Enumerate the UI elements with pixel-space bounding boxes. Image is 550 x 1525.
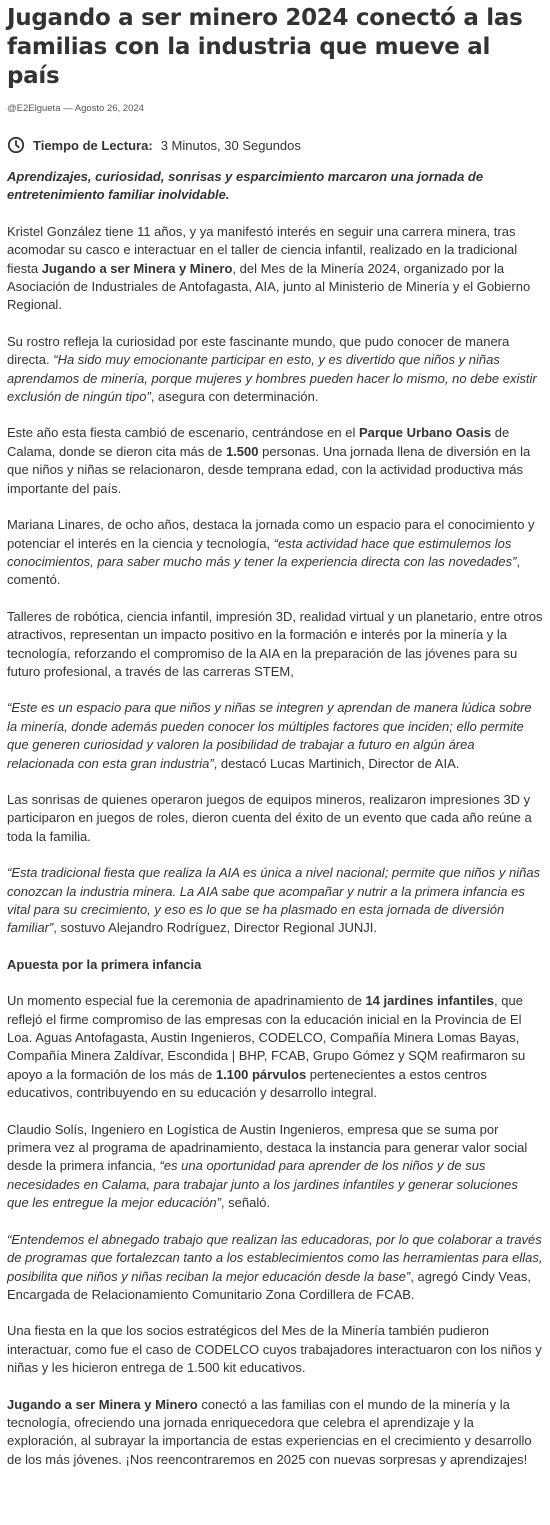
clock-icon: [7, 136, 25, 154]
paragraph-5: Talleres de robótica, ciencia infantil, impresión 3D, realidad virtual y un planetario, entre otros atractivos, representan un impacto positivo en la formación e interés por la minería y la tecnología, reforzando el compromiso de la AIA en la preparación de las jóvenes para su futuro profesional, a través de las carreras STEM,: [7, 608, 543, 679]
quote-paragraph-6: “Este es un espacio para que niños y niñas se integren y aprendan de manera lúdica sobre la minería, donde además pueden conocer los múltiples factores que inciden; ello permite que generen curiosidad y valoren la posibilidad de trabajar a futuro en algún área relacionada con esta gran industria”, destacó Lucas Martinich, Director de AIA.: [7, 700, 532, 771]
article-title: Jugando a ser minero 2024 conectó a las familias con la industria que mueve al país: [7, 5, 523, 89]
reading-time: [7, 134, 543, 156]
paragraph-12: Una fiesta en la que los socios estratégicos del Mes de la Minería también pudieron interactuar, como fue el caso de CODELCO cuyos trabajadores interactuaron con los niños y niñas y les hicieron entrega de 1.500 kit educativos.: [7, 1323, 542, 1376]
quote-paragraph-8: “Esta tradicional fiesta que realiza la AIA es única a nivel nacional; permite que niños y niñas conozcan la industria minera. La AIA sabe que acompañar y nutrir a la primera infancia es vital para su crecimiento, y eso es lo que se ha plasmado en esta jornada de diversión familiar”, sostuvo Alejandro Rodríguez, Director Regional JUNJI.: [7, 865, 541, 936]
lead-paragraph: Aprendizajes, curiosidad, sonrisas y esparcimiento marcaron una jornada de entretenimiento familiar inolvidable.: [7, 169, 484, 203]
publish-date: Agosto 26, 2024: [74, 103, 144, 114]
section-heading: Apuesta por la primera infancia: [7, 956, 202, 972]
reading-label: Tiempo de Lectura:: [33, 137, 153, 153]
meta-separator: —: [63, 103, 73, 114]
paragraph-7: Las sonrisas de quienes operaron juegos de equipos mineros, realizaron impresiones 3D y participaron en juegos de roles, dieron cuenta del éxito de un evento que cada año reúne a toda la familia.: [7, 791, 532, 844]
quote-paragraph-11: “Entendemos el abnegado trabajo que realizan las educadoras, por lo que colaborar a través de programas que fortalezcan tanto a los establecimientos como las herramientas para ellas, posibilita que niños y niñas reciban la mejor educación desde la base”, agregó Cindy Veas, Encargada de Relacionamiento Comunitario Zona Cordillera de FCAB.: [7, 1231, 543, 1302]
reading-value: 3 Minutos, 30 Segundos: [160, 137, 301, 153]
article-meta: [7, 103, 543, 117]
paragraph-4: Mariana Linares, de ocho años, destaca la jornada como un espacio para el conocimiento y potenciar el interés en la ciencia y tecnología, “esta actividad hace que estimulemos los conocimientos, para saber mucho más y tener la experiencia directa con las novedades”, comentó.: [7, 517, 535, 588]
paragraph-2: Su rostro refleja la curiosidad por este fascinante mundo, que pudo conocer de manera directa. “Ha sido muy emocionante participar en esto, y es divertido que niños y niñas aprendamos de minería, porque mujeres y hombres pueden hacer lo mismo, no debe existir exclusión de ningún tipo”, asegura con determinación.: [7, 333, 537, 405]
paragraph-3: Este año esta fiesta cambió de escenario, centrándose en el Parque Urbano Oasis de Calama, donde se dieron cita más de 1.500 personas. Una jornada llena de diversión en la que niños y niñas se relacionaron, desde temprana edad, con la actividad productiva más importante del país.: [7, 425, 531, 496]
paragraph-10: Claudio Solís, Ingeniero en Logística de Austin Ingenieros, empresa que se suma por primera vez al programa de apadrinamiento, destaca la instancia para generar valor social desde la primera infancia, “es una oportunidad para aprender de los niños y de sus necesidades en Calama, para trabajar junto a los jardines infantiles y generar soluciones que les entregue la mejor educación”, señaló.: [7, 1121, 528, 1211]
author-link[interactable]: @E2Elgueta: [7, 103, 61, 114]
paragraph-1: Kristel González tiene 11 años, y ya manifestó interés en seguir una carrera minera, tras acomodar su casco e interactuar en el taller de ciencia infantil, realizado en la tradicional fiesta Jugando a ser Minera y Minero, del Mes de la Minería 2024, organizado por la Asociación de Industriales de Antofagasta, AIA, junto al Ministerio de Minería y el Gobierno Regional.: [7, 223, 531, 313]
paragraph-9: Un momento especial fue la ceremonia de apadrinamiento de 14 jardines infantiles, que reflejó el firme compromiso de las empresas con la educación inicial en la Provincia de El Loa. Aguas Antofagasta, Austin Ingenieros, CODELCO, Compañía Minera Lomas Bayas, Compañía Minera Zaldívar, Escondida | BHP, FCAB, Grupo Gómez y SQM reafirmaron su apoyo a la formación de los más de 1.100 párvulos pertenecientes a estos centros educativos, contribuyendo en su educación y desarrollo integral.: [7, 993, 526, 1101]
paragraph-13: Jugando a ser Minera y Minero conectó a las familias con el mundo de la minería y la tecnología, ofreciendo una jornada enriquecedora que celebra el aprendizaje y la exploración, al subrayar la importancia de estas experiencias en el crecimiento y desarrollo de los más jóvenes. ¡Nos reencontraremos en 2025 con nuevas sorpresas y aprendizajes!: [7, 1396, 532, 1467]
